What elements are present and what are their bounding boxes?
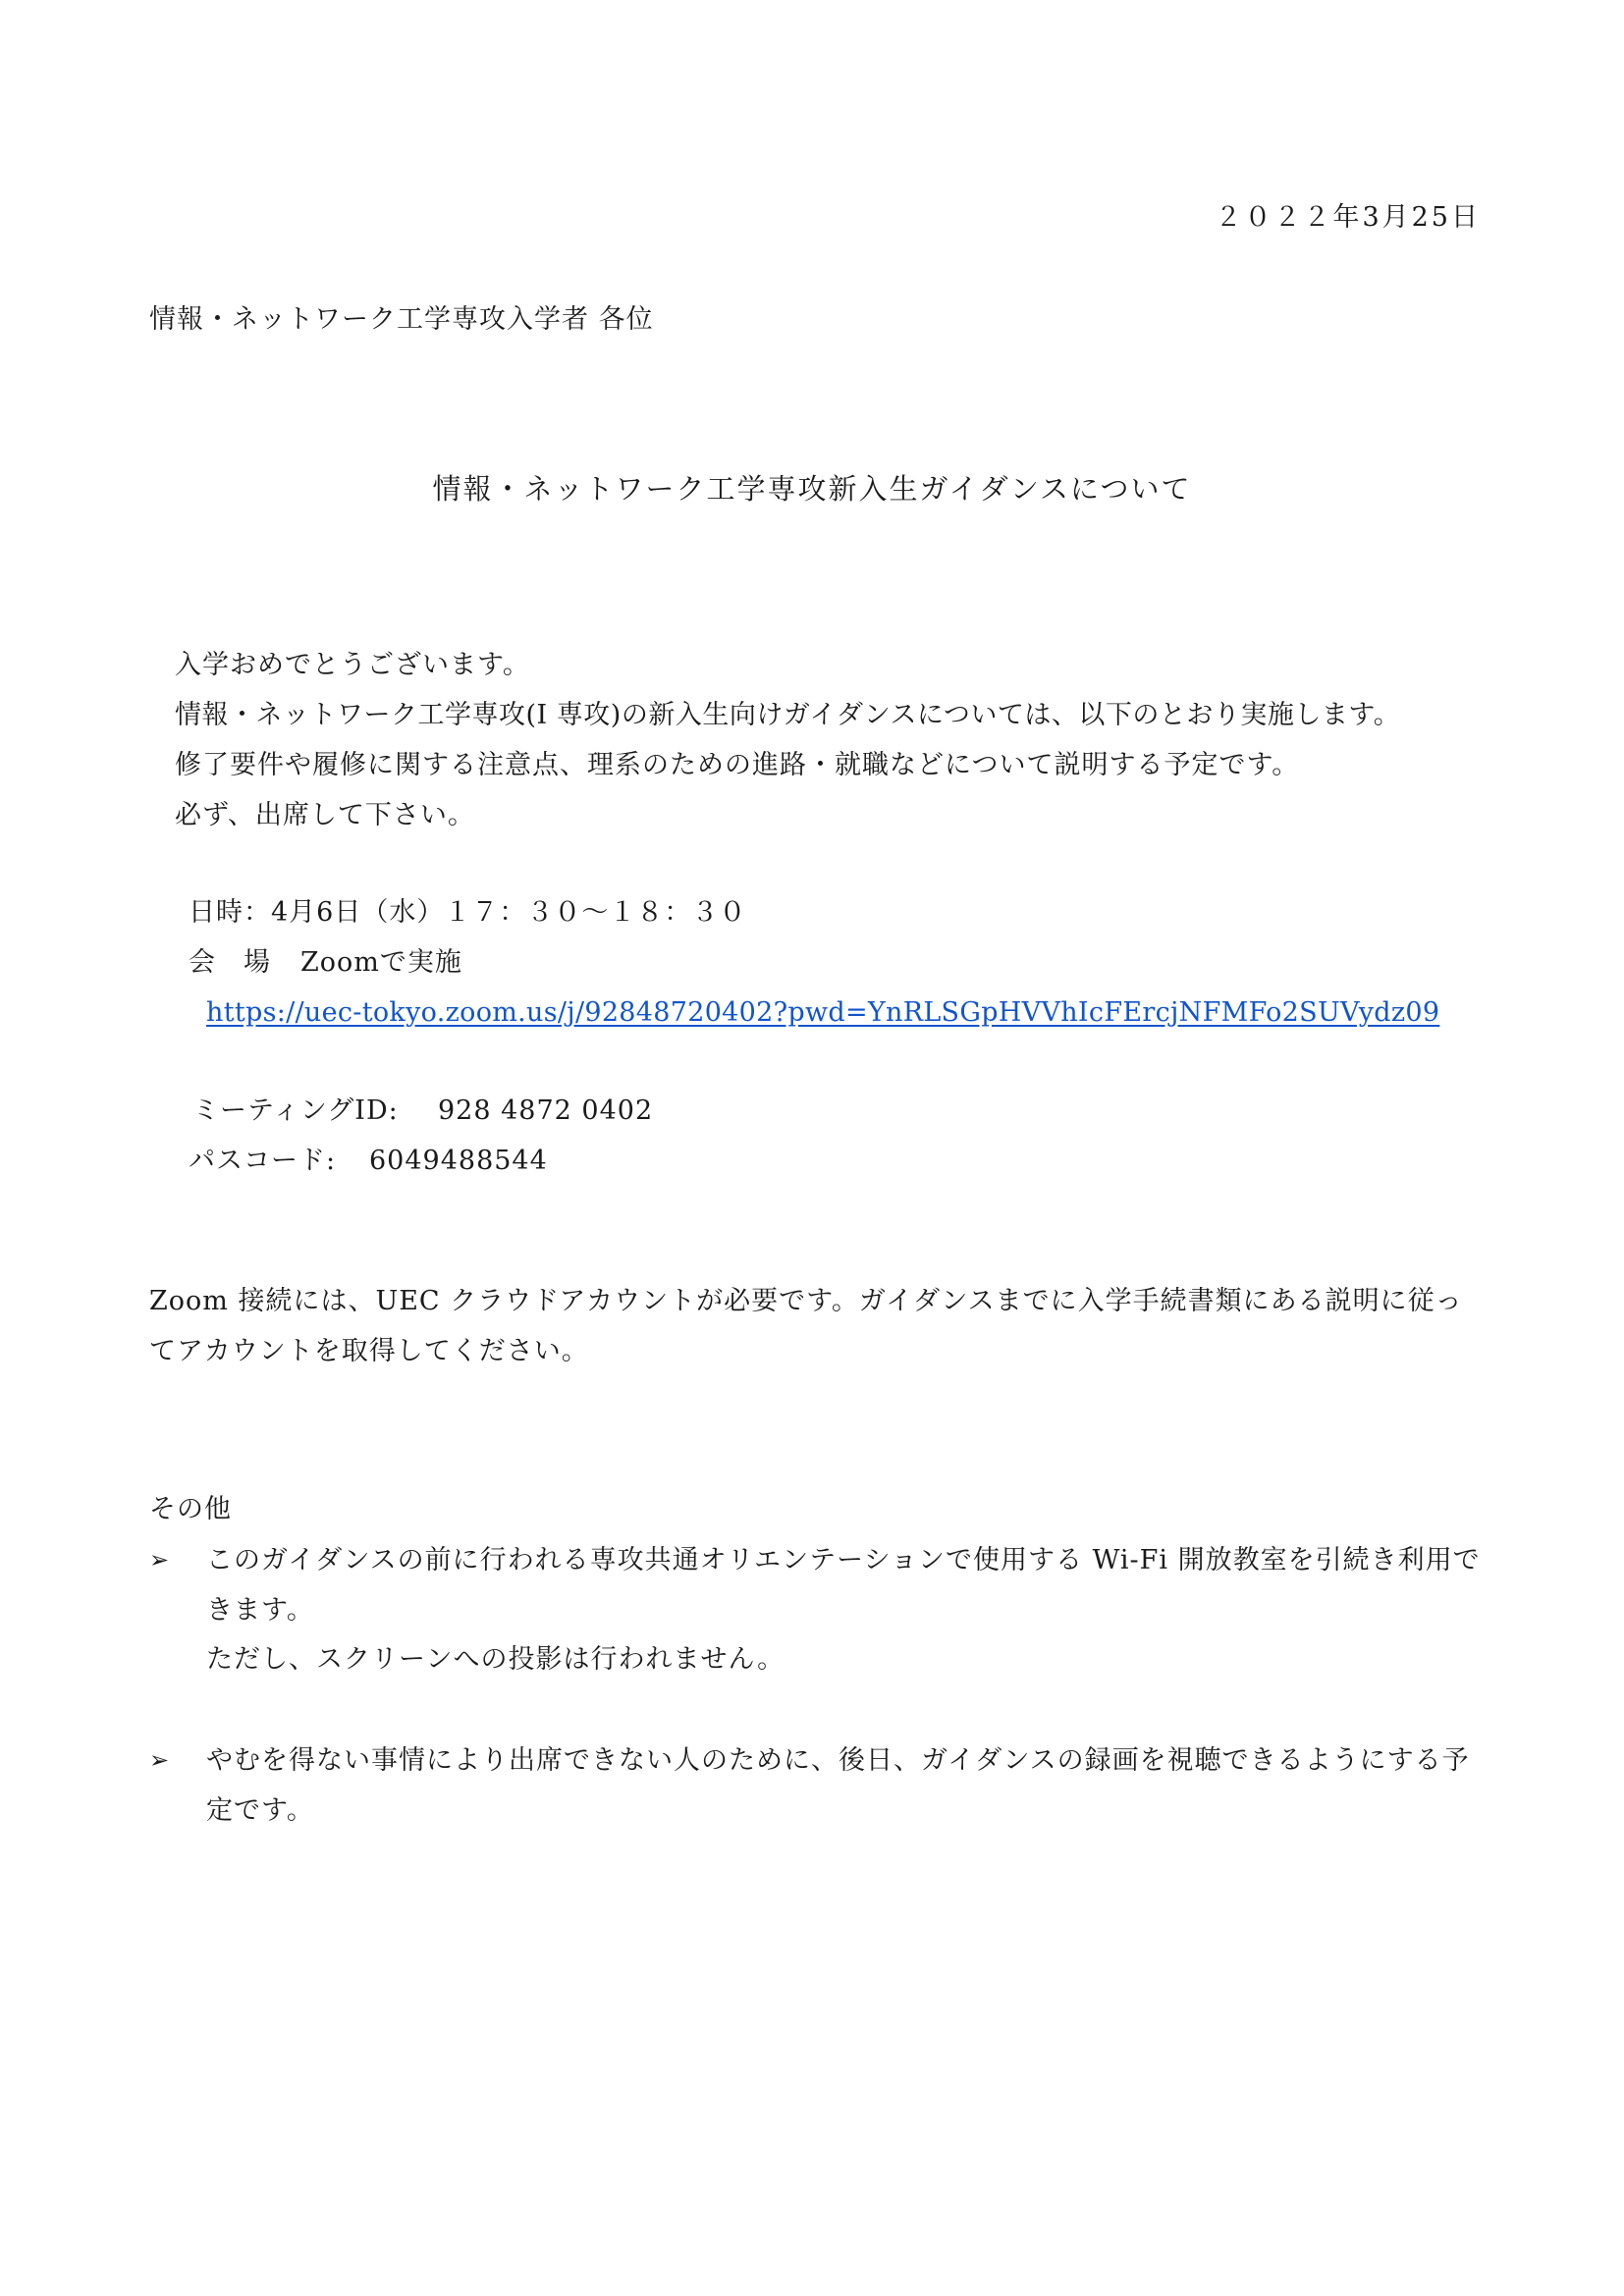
other-item-2: やむを得ない事情により出席できない人のために、後日、ガイダンスの録画を視聴できるようにする予定です。 [206,1745,1470,1826]
addressee: 情報・ネットワーク工学専攻入学者 各位 [149,304,654,335]
document-title: 情報・ネットワーク工学専攻新入生ガイダンスについて [432,472,1192,506]
zoom-account-note: Zoom 接続には、UEC クラウドアカウントが必要です。ガイダンスまでに入学手続書類にある説明に従ってアカウントを取得してください。 [149,1286,1463,1366]
venue-label: 会 場 [189,947,271,978]
event-datetime: 日時：4月6日（水）１７：３０〜１８：３０ [189,897,747,928]
other-item-1-line-2: ただし、スクリーンへの投影は行われません。 [206,1644,785,1675]
document-date: ２０２２年3月25日 [1215,202,1481,233]
venue-value: Zoomで実施 [300,947,462,978]
meeting-id-value: 928 4872 0402 [438,1095,654,1126]
intro-line-2: 情報・ネットワーク工学専攻(I 専攻)の新入生向けガイダンスについては、以下のとおり実施します。 [175,700,1401,730]
intro-line-4: 必ず、出席して下さい。 [175,800,475,830]
passcode-label: パスコード: [189,1146,337,1176]
meeting-id-label: ミーティングID: [192,1095,399,1126]
bullet-arrow-icon: ➢ [149,1746,170,1774]
intro-line-1: 入学おめでとうございます。 [175,650,530,680]
zoom-link[interactable]: https://uec-tokyo.zoom.us/j/92848720402?pwd=YnRLSGpHVVhIcFErcjNFMFo2SUVydz09 [206,997,1440,1028]
other-item-1-line-1: このガイダンスの前に行われる専攻共通オリエンテーションで使用する Wi-Fi 開放教室を引続き利用できます。 [206,1545,1481,1626]
other-heading: その他 [149,1494,232,1524]
intro-line-3: 修了要件や履修に関する注意点、理系のための進路・就職などについて説明する予定です。 [175,750,1300,780]
bullet-arrow-icon: ➢ [149,1546,170,1574]
passcode-value: 6049488544 [369,1146,548,1176]
